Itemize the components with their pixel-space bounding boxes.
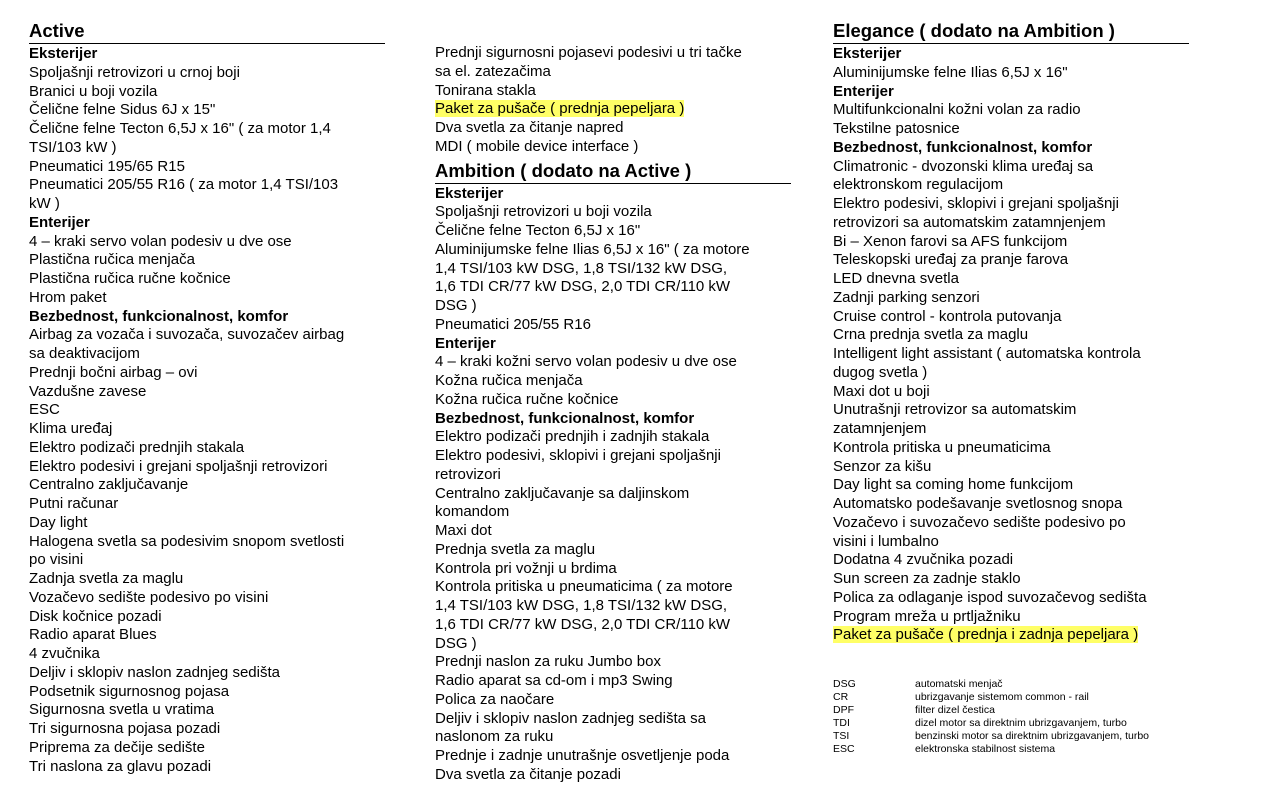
- item-text: 4 – kraki kožni servo volan podesiv u dve ose: [435, 353, 737, 371]
- item-text: Spoljašnji retrovizori u crnoj boji: [29, 63, 240, 81]
- equipment-item: [833, 251, 1193, 270]
- item-text: Kontrola pritiska u pneumaticima ( za motore: [435, 578, 733, 596]
- item-text: Senzor za kišu: [833, 457, 932, 475]
- item-text: visini i lumbalno: [833, 532, 939, 550]
- equipment-item: [435, 597, 795, 616]
- item-text: Dva svetla za čitanje napred: [435, 119, 624, 136]
- item-text: Unutrašnji retrovizor sa automatskim: [833, 401, 1077, 419]
- item-text: Čelične felne Tecton 6,5J x 16" ( za motor 1,4: [29, 120, 331, 137]
- item-text: 1,6 TDI CR/77 kW DSG, 2,0 TDI CR/110 kW: [435, 278, 731, 296]
- equipment-item: [833, 476, 1193, 495]
- equipment-item: [833, 608, 1193, 627]
- item-text: Pneumatici 205/55 R16: [435, 315, 591, 333]
- item-text: Multifunkcionalni kožni volan za radio: [833, 101, 1081, 119]
- section-title-ambition: Ambition ( dodato na Active ): [435, 159, 791, 184]
- equipment-item: [435, 100, 795, 119]
- equipment-item: [29, 514, 389, 533]
- item-text: komandom: [435, 503, 510, 521]
- equipment-item: [29, 476, 389, 495]
- equipment-item: [29, 683, 389, 702]
- subsection-heading: [833, 83, 1193, 102]
- item-text: Čelične felne Sidus 6J x 15": [29, 101, 216, 119]
- item-text: 4 zvučnika: [29, 645, 100, 662]
- item-text: kW ): [29, 195, 60, 212]
- equipment-item: [29, 589, 389, 608]
- equipment-item: [435, 44, 795, 63]
- item-text: Climatronic - dvozonski klima uređaj sa: [833, 157, 1094, 175]
- item-text: Pneumatici 195/65 R15: [29, 157, 185, 175]
- ambition-lines: [435, 185, 795, 785]
- item-text: Sun screen za zadnje staklo: [833, 570, 1021, 587]
- item-text: Polica za odlaganje ispod suvozačevog sedišta: [833, 588, 1147, 606]
- item-text: Teleskopski uređaj za pranje farova: [833, 251, 1069, 269]
- item-text: Tri naslona za glavu pozadi: [29, 757, 212, 775]
- item-text: Bi – Xenon farovi sa AFS funkcijom: [833, 232, 1068, 250]
- equipment-item: [435, 138, 795, 157]
- highlighted-text: Paket za pušače ( prednja pepeljara ): [435, 100, 685, 118]
- equipment-item: [833, 176, 1193, 195]
- abbreviation-meaning: elektronska stabilnost sistema: [915, 743, 1056, 756]
- equipment-item: [29, 551, 389, 570]
- equipment-item: [435, 372, 795, 391]
- item-text: DSG ): [435, 634, 477, 652]
- item-text: Bezbednost, funkcionalnost, komfor: [29, 307, 289, 325]
- abbreviation-meaning: ubrizgavanje sistemom common - rail: [915, 691, 1089, 704]
- item-text: Program mreža u prtljažniku: [833, 607, 1021, 625]
- item-text: Automatsko podešavanje svetlosnog snopa: [833, 495, 1123, 512]
- item-text: Plastična ručica menjača: [29, 251, 195, 269]
- equipment-item: [435, 560, 795, 579]
- item-text: TSI/103 kW ): [29, 138, 117, 156]
- item-text: Prednje i zadnje unutrašnje osvetljenje poda: [435, 747, 730, 764]
- equipment-item: [29, 364, 389, 383]
- equipment-item: [29, 345, 389, 364]
- equipment-item: [833, 364, 1193, 383]
- item-text: sa deaktivacijom: [29, 345, 140, 362]
- section-title-active: Active: [29, 19, 385, 44]
- abbreviation-key: DPF: [833, 704, 854, 717]
- abbreviation-legend: [833, 678, 1149, 757]
- item-text: Zadnji parking senzori: [833, 288, 980, 306]
- item-text: zatamnjenjem: [833, 420, 927, 437]
- equipment-item: [435, 747, 795, 766]
- highlighted-text: Paket za pušače ( prednja i zadnja pepeljara ): [833, 626, 1139, 644]
- equipment-item: [435, 728, 795, 747]
- abbreviation-key: DSG: [833, 678, 856, 690]
- active-continued-lines: [435, 44, 795, 157]
- item-text: Centralno zaključavanje: [29, 476, 189, 494]
- item-text: Deljiv i sklopiv naslon zadnjeg sedišta: [29, 663, 280, 681]
- item-text: Aluminijumske felne Ilias 6,5J x 16" ( za motore: [435, 240, 750, 258]
- item-text: Dodatna 4 zvučnika pozadi: [833, 551, 1014, 569]
- equipment-item: [435, 353, 795, 372]
- equipment-item: [833, 420, 1193, 439]
- column-active: [29, 19, 389, 776]
- item-text: Podsetnik sigurnosnog pojasa: [29, 682, 230, 700]
- equipment-item: [833, 214, 1193, 233]
- equipment-item: [29, 101, 389, 120]
- item-text: retrovizori: [435, 465, 501, 483]
- equipment-item: [29, 701, 389, 720]
- abbreviation-meaning: automatski menjač: [915, 678, 1003, 690]
- equipment-item: [29, 533, 389, 552]
- equipment-item: [435, 691, 795, 710]
- item-text: Vazdušne zavese: [29, 382, 147, 400]
- item-text: Polica za naočare: [435, 690, 555, 708]
- item-text: Intelligent light assistant ( automatska kontrola: [833, 345, 1141, 362]
- equipment-item: [29, 720, 389, 739]
- item-text: Day light sa coming home funkcijom: [833, 476, 1074, 494]
- column-ambition: [435, 44, 795, 785]
- item-text: Dva svetla za čitanje pozadi: [435, 765, 621, 783]
- item-text: Kontrola pri vožnji u brdima: [435, 559, 617, 577]
- equipment-item: [833, 626, 1193, 645]
- item-text: Deljiv i sklopiv naslon zadnjeg sedišta sa: [435, 709, 706, 727]
- equipment-item: [29, 139, 389, 158]
- item-text: ESC: [29, 401, 60, 419]
- equipment-item: [29, 270, 389, 289]
- item-text: Elektro podesivi i grejani spoljašnji retrovizori: [29, 457, 328, 475]
- equipment-item: [29, 83, 389, 102]
- equipment-item: [435, 485, 795, 504]
- equipment-item: [29, 439, 389, 458]
- item-text: DSG ): [435, 297, 477, 314]
- equipment-item: [833, 458, 1193, 477]
- item-text: Sigurnosna svetla u vratima: [29, 701, 215, 719]
- item-text: Elektro podesivi, sklopivi i grejani spoljašnji: [435, 447, 721, 464]
- item-text: Crna prednja svetla za maglu: [833, 326, 1029, 344]
- item-text: Prednji naslon za ruku Jumbo box: [435, 653, 661, 671]
- column-elegance: [833, 19, 1193, 645]
- equipment-item: [833, 514, 1193, 533]
- item-text: Elektro podesivi, sklopivi i grejani spoljašnji: [833, 195, 1119, 212]
- equipment-item: [833, 64, 1193, 83]
- subsection-heading: [435, 335, 795, 354]
- elegance-lines: [833, 45, 1193, 645]
- item-text: Prednji bočni airbag – ovi: [29, 363, 198, 381]
- equipment-item: [435, 241, 795, 260]
- subsection-heading: [833, 139, 1193, 158]
- item-text: Eksterijer: [435, 184, 504, 202]
- equipment-item: [435, 278, 795, 297]
- item-text: Disk kočnice pozadi: [29, 607, 162, 625]
- abbreviation-row: [833, 743, 1149, 756]
- equipment-item: [435, 447, 795, 466]
- equipment-item: [833, 289, 1193, 308]
- equipment-item: [435, 297, 795, 316]
- equipment-item: [29, 420, 389, 439]
- abbreviation-meaning: filter dizel čestica: [915, 704, 995, 717]
- abbreviation-row: [833, 678, 1149, 691]
- item-text: Vozačevo sedište podesivo po visini: [29, 588, 269, 606]
- equipment-item: [435, 710, 795, 729]
- subsection-heading: [435, 185, 795, 204]
- abbreviation-row: [833, 691, 1149, 704]
- equipment-item: [29, 458, 389, 477]
- equipment-item: [29, 195, 389, 214]
- abbreviation-row: [833, 730, 1149, 743]
- equipment-item: [435, 82, 795, 101]
- equipment-item: [833, 439, 1193, 458]
- item-text: 1,4 TSI/103 kW DSG, 1,8 TSI/132 kW DSG,: [435, 259, 728, 277]
- equipment-item: [29, 570, 389, 589]
- equipment-item: [833, 533, 1193, 552]
- equipment-item: [29, 383, 389, 402]
- section-title-elegance: Elegance ( dodato na Ambition ): [833, 19, 1189, 44]
- subsection-heading: [29, 214, 389, 233]
- abbreviation-key: TSI: [833, 730, 850, 743]
- equipment-item: [833, 233, 1193, 252]
- item-text: 1,6 TDI CR/77 kW DSG, 2,0 TDI CR/110 kW: [435, 615, 731, 633]
- equipment-item: [435, 391, 795, 410]
- item-text: Day light: [29, 513, 88, 531]
- equipment-item: [29, 289, 389, 308]
- item-text: Tri sigurnosna pojasa pozadi: [29, 720, 221, 737]
- equipment-item: [833, 120, 1193, 139]
- item-text: Airbag za vozača i suvozača, suvozačev airbag: [29, 326, 345, 344]
- item-text: Enterijer: [833, 82, 894, 100]
- item-text: Klima uređaj: [29, 420, 113, 437]
- equipment-item: [435, 653, 795, 672]
- abbreviation-key: ESC: [833, 743, 855, 756]
- equipment-item: [435, 316, 795, 335]
- item-text: LED dnevna svetla: [833, 270, 959, 287]
- equipment-item: [833, 308, 1193, 327]
- item-text: Radio aparat Blues: [29, 626, 157, 644]
- item-text: Zadnja svetla za maglu: [29, 570, 184, 587]
- equipment-item: [435, 503, 795, 522]
- active-lines: [29, 45, 389, 776]
- equipment-item: [29, 758, 389, 777]
- equipment-item: [833, 551, 1193, 570]
- equipment-item: [435, 466, 795, 485]
- equipment-item: [29, 626, 389, 645]
- item-text: sa el. zatezačima: [435, 62, 551, 80]
- item-text: Maxi dot u boji: [833, 382, 930, 400]
- abbreviation-meaning: benzinski motor sa direktnim ubrizgavanjem, turbo: [915, 730, 1150, 743]
- equipment-item: [29, 739, 389, 758]
- equipment-item: [833, 570, 1193, 589]
- item-text: Bezbednost, funkcionalnost, komfor: [435, 409, 695, 427]
- item-text: Cruise control - kontrola putovanja: [833, 307, 1062, 325]
- equipment-item: [435, 428, 795, 447]
- equipment-item: [29, 233, 389, 252]
- item-text: 4 – kraki servo volan podesiv u dve ose: [29, 232, 292, 250]
- equipment-item: [833, 589, 1193, 608]
- item-text: Radio aparat sa cd-om i mp3 Swing: [435, 672, 673, 689]
- item-text: Halogena svetla sa podesivim snopom svetlosti: [29, 532, 345, 550]
- equipment-item: [29, 251, 389, 270]
- item-text: Tekstilne patosnice: [833, 120, 960, 137]
- equipment-item: [435, 766, 795, 785]
- item-text: Pneumatici 205/55 R16 ( za motor 1,4 TSI/103: [29, 176, 339, 194]
- equipment-item: [29, 495, 389, 514]
- equipment-item: [435, 203, 795, 222]
- equipment-item: [833, 345, 1193, 364]
- item-text: retrovizori sa automatskim zatamnjenjem: [833, 213, 1106, 231]
- equipment-item: [833, 195, 1193, 214]
- abbreviation-meaning: dizel motor sa direktnim ubrizgavanjem, turbo: [915, 717, 1127, 730]
- item-text: Bezbednost, funkcionalnost, komfor: [833, 138, 1093, 156]
- item-text: Kožna ručica menjača: [435, 372, 583, 389]
- item-text: MDI ( mobile device interface ): [435, 137, 639, 155]
- item-text: Centralno zaključavanje sa daljinskom: [435, 484, 690, 502]
- abbreviation-row: [833, 704, 1149, 717]
- item-text: Hrom paket: [29, 288, 107, 306]
- equipment-item: [29, 326, 389, 345]
- item-text: Prednji sigurnosni pojasevi podesivi u tri tačke: [435, 44, 742, 61]
- equipment-item: [833, 495, 1193, 514]
- equipment-item: [29, 158, 389, 177]
- equipment-item: [833, 401, 1193, 420]
- subsection-heading: [435, 410, 795, 429]
- item-text: Vozačevo i suvozačevo sedište podesivo po: [833, 513, 1126, 531]
- item-text: Elektro podizači prednjih stakala: [29, 438, 245, 456]
- item-text: Kontrola pritiska u pneumaticima: [833, 438, 1051, 456]
- item-text: Aluminijumske felne Ilias 6,5J x 16": [833, 63, 1068, 81]
- item-text: Spoljašnji retrovizori u boji vozila: [435, 203, 652, 221]
- item-text: Eksterijer: [833, 45, 902, 62]
- equipment-item: [435, 616, 795, 635]
- item-text: elektronskom regulacijom: [833, 176, 1004, 194]
- equipment-item: [435, 63, 795, 82]
- item-text: Kožna ručica ručne kočnice: [435, 390, 619, 408]
- equipment-item: [29, 401, 389, 420]
- equipment-item: [29, 608, 389, 627]
- abbreviation-key: TDI: [833, 717, 850, 730]
- item-text: naslonom za ruku: [435, 728, 554, 746]
- item-text: Čelične felne Tecton 6,5J x 16": [435, 222, 641, 239]
- equipment-item: [29, 120, 389, 139]
- abbreviation-key: CR: [833, 691, 849, 704]
- equipment-item: [833, 158, 1193, 177]
- item-text: po visini: [29, 551, 84, 569]
- equipment-item: [435, 635, 795, 654]
- equipment-item: [435, 522, 795, 541]
- equipment-item: [833, 383, 1193, 402]
- equipment-item: [29, 664, 389, 683]
- item-text: Maxi dot: [435, 522, 492, 539]
- equipment-item: [435, 119, 795, 138]
- item-text: Enterijer: [435, 334, 496, 352]
- subsection-heading: [833, 45, 1193, 64]
- equipment-item: [29, 64, 389, 83]
- item-text: Branici u boji vozila: [29, 82, 158, 100]
- equipment-item: [435, 578, 795, 597]
- item-text: Tonirana stakla: [435, 81, 536, 99]
- equipment-item: [435, 541, 795, 560]
- item-text: 1,4 TSI/103 kW DSG, 1,8 TSI/132 kW DSG,: [435, 597, 728, 614]
- item-text: Putni računar: [29, 495, 119, 512]
- equipment-item: [29, 176, 389, 195]
- subsection-heading: [29, 308, 389, 327]
- equipment-item: [435, 222, 795, 241]
- item-text: Elektro podizači prednjih i zadnjih stakala: [435, 428, 710, 446]
- equipment-item: [435, 672, 795, 691]
- item-text: Prednja svetla za maglu: [435, 540, 596, 558]
- item-text: Eksterijer: [29, 45, 98, 62]
- subsection-heading: [29, 45, 389, 64]
- item-text: Plastična ručica ručne kočnice: [29, 270, 231, 287]
- equipment-item: [833, 326, 1193, 345]
- item-text: Priprema za dečije sedište: [29, 738, 205, 756]
- item-text: Enterijer: [29, 213, 90, 231]
- item-text: dugog svetla ): [833, 363, 928, 381]
- equipment-item: [29, 645, 389, 664]
- equipment-item: [435, 260, 795, 279]
- abbreviation-row: [833, 717, 1149, 730]
- equipment-item: [833, 101, 1193, 120]
- equipment-item: [833, 270, 1193, 289]
